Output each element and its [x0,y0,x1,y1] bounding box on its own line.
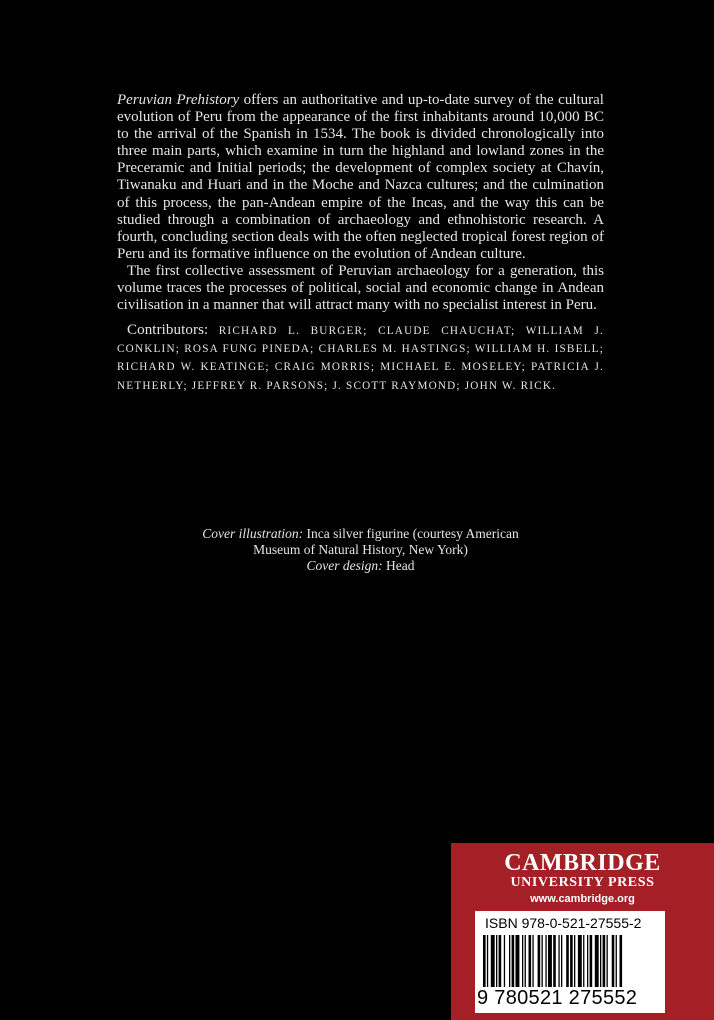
publisher-name: CAMBRIDGE [504,850,661,876]
description-paragraph-1 [117,92,604,263]
barcode-bar [496,935,497,987]
barcode-bar [545,935,546,987]
barcode-bar [529,935,532,987]
barcode-bar [512,935,515,987]
illustration-credit-line-2: Museum of Natural History, New York) [253,542,468,557]
barcode-digits: 9 780521 275552 [477,987,638,1009]
illustration-text: Inca silver figurine (courtesy American [303,526,519,541]
back-cover-description [117,92,604,395]
barcode-bar [553,935,556,987]
barcode-bar [532,935,533,987]
barcode-bar [558,935,559,987]
barcode-bar [583,935,584,987]
barcode-bar [548,935,552,987]
barcode-bar [483,935,486,987]
barcode-bar [612,935,615,987]
cover-credits [117,526,604,574]
publisher-block [451,843,714,1020]
design-text: Head [382,558,415,573]
barcode-bar [538,935,541,987]
barcode-bar [516,935,520,987]
barcode-bar [566,935,569,987]
barcode-bar [570,935,573,987]
contributors-label: Contributors: [127,322,219,339]
barcode-bar [603,935,606,987]
publisher-url: www.cambridge.org [530,893,635,905]
barcode-bar [620,935,623,987]
design-label: Cover design: [306,558,383,573]
barcode-bar [499,935,502,987]
barcode-bar [522,935,523,987]
publisher-subtitle: UNIVERSITY PRESS [510,875,655,890]
barcode-bar [504,935,505,987]
barcode-bar [607,935,608,987]
barcode-bar [491,935,495,987]
barcode-bar [525,935,526,987]
barcode-bar [574,935,575,987]
illustration-label: Cover illustration: [202,526,304,541]
barcode-bar [542,935,543,987]
barcode-bar [590,935,593,987]
barcode-bar [561,935,562,987]
illustration-credit-line [117,526,604,542]
design-credit-line [117,558,604,574]
barcode-panel [475,911,665,1013]
book-title-italic: Peruvian Prehistory [117,92,240,108]
barcode-bar [487,935,488,987]
barcode-bar [587,935,588,987]
contributors-names: RICHARD L. BURGER; CLAUDE CHAUCHAT; WILLIAM J. CONKLIN; ROSA FUNG PINEDA; CHARLES M. HASTINGS; WILLIAM H. ISBELL; RICHARD W. KEATINGE; CRAIG MORRIS; MICHAEL E. MOSELEY; PATRICIA J. NETHERLY; JEFFREY R. PARSONS; J. SCOTT RAYMOND; JOHN W. RICK. [117,325,605,392]
description-paragraph-2: The first collective assessment of Peruvian archaeology for a generation, this volume traces the processes of political, social and economic change in Andean civilisation in a manner that will attract many with no specialist interest in Peru. [117,262,604,314]
barcode-bar [616,935,617,987]
barcode-image [483,935,657,987]
barcode-bar [578,935,582,987]
isbn-text: ISBN 978-0-521-27555-2 [485,915,642,931]
contributors-list [117,322,604,394]
barcode-bar [595,935,599,987]
barcode-bar [509,935,510,987]
barcode-bar [600,935,601,987]
paragraph-1-text: offers an authoritative and up-to-date survey of the cultural evolution of Peru from the appearance of the first inhabitants around 10,000 BC to the arrival of the Spanish in 1534. The book is divided chronologically into three main parts, which examine in turn the highland and lowland zones in the Preceramic and Initial periods; the development of complex society at Chavín, Tiwanaku and Huari and in the Moche and Nazca cultures; and the culmination of this process, the pan-Andean empire of the Incas, and the way this can be studied through a combination of archaeology and ethnohistoric research. A fourth, concluding section deals with the often neglected tropical forest region of Peru and its formative influence on the evolution of Andean culture. [117,92,604,262]
